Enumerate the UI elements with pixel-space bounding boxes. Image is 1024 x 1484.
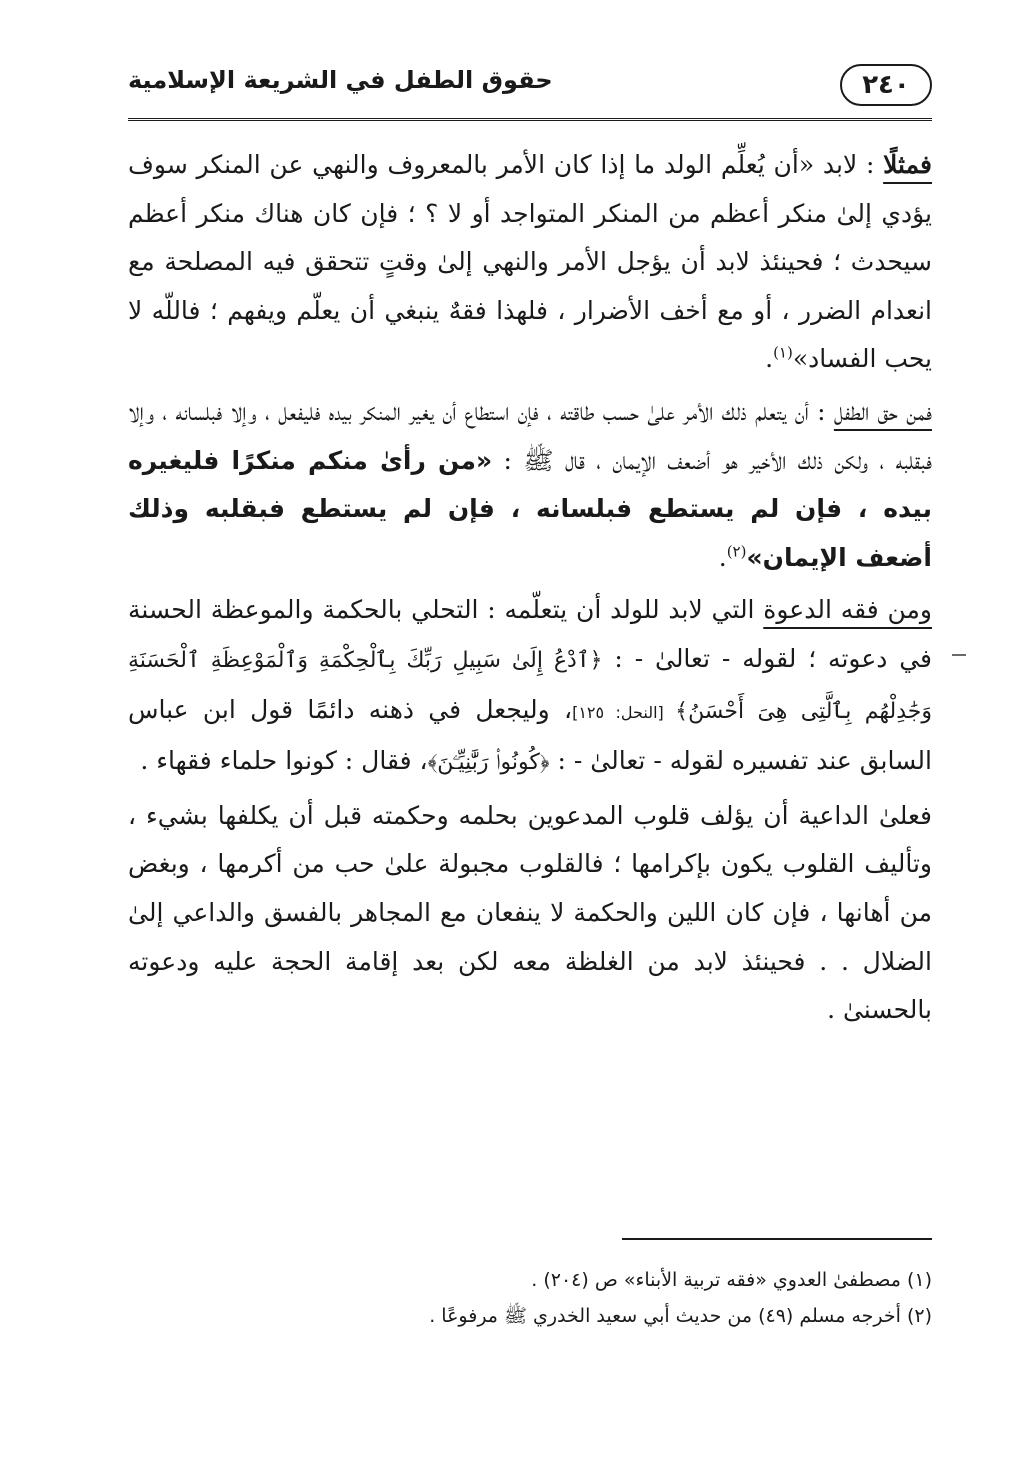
quran-verse-2: ﴿كُونُوا۟ رَبَّٰنِيِّـۧنَ﴾ [427,750,550,776]
paragraph-3-text-1: التي لابد للولد أن يتعلّمه : التحلي بالحكمة والموعظة الحسنة في دعوته ؛ لقوله - تعالىٰ - : [128,595,932,673]
footnote-2: (٢) أخرجه مسلم (٤٩) من حديث أبي سعيد الخدري ﷺ مرفوعًا . [429,1305,932,1327]
footnote-ref-1: (١) [773,344,793,363]
footnote-1: (١) مصطفىٰ العدوي «فقه تربية الأبناء» ص (٢٠٤) . [531,1269,932,1291]
paragraph-3-text-3: ، فقال : كونوا حلماء فقهاء . [140,746,428,776]
paragraph-3-lead: ومن فقه الدعوة [763,595,932,625]
paragraph-2 [128,388,932,582]
margin-mark [952,654,966,656]
paragraph-4 [128,792,932,1035]
book-page [128,60,932,1035]
paragraph-4-text: فعلىٰ الداعية أن يؤلف قلوب المدعوين بحلمه وحكمته قبل أن يكلفها بشيء ، وتأليف القلوب يكون بإكرامها ؛ فالقلوب مجبولة علىٰ حب من أكرمها ، وبغض من أهانها ، فإن كان اللين والحكمة لا ينفعان مع المجاهر بالفسق والداعي إلىٰ الضلال . . فحينئذ لابد من الغلظة معه لكن بعد إقامة الحجة عليه ودعوته بالحسنىٰ . [128,800,932,1025]
quran-verse-1: ﴿ٱدْعُ إِلَىٰ سَبِيلِ رَبِّكَ بِٱلْحِكْمَةِ وَٱلْمَوْعِظَةِ ٱلْحَسَنَةِ وَجَٰدِلْهُم بِٱلَّتِى هِىَ أَحْسَنُ﴾ [128,647,932,724]
paragraph-1-lead: فمثلًا [883,150,932,179]
footnotes [128,1262,932,1334]
running-title: حقوق الطفل في الشريعة الإسلامية [128,66,553,94]
quran-reference: [النحل: ١٢٥] [572,702,676,722]
page-header [128,60,932,121]
paragraph-1-text: : لابد «أن يُعلِّم الولد ما إذا كان الأمر بالمعروف والنهي عن المنكر سوف يؤدي إلىٰ منكر أعظم من المنكر المتواجد أو لا ؟ ؛ فإن كان هناك منكر أعظم سيحدث ؛ فحينئذ لابد أن يؤجل الأمر والنهي إلىٰ وقتٍ تتحقق فيه المصلحة مع انعدام الضرر ، أو مع أخف الأضرار ، فلهذا فقهٌ ينبغي أن يعلّم ويفهم ؛ فاللّه لا يحب الفساد» [128,150,932,374]
paragraph-2-text: : أن يتعلم ذلك الأمر علىٰ حسب طاقته ، فإن استطاع أن يغير المنكر بيده فليفعل ، وإلا فبلسانه ، وإلا فبقلبه ، ولكن ذلك الأخير هو أضعف الإيمان ، قال ﷺ : [128,396,933,475]
paragraph-2-lead: فمن حق الطفل [833,396,932,426]
paragraph-1-end: . [765,344,774,374]
paragraph-1 [128,141,932,384]
footnote-ref-2: (٢) [726,542,747,561]
hadith-quote: «من رأىٰ منكم منكرًا فليغيره بيده ، فإن لم يستطع فبلسانه ، فإن لم يستطع فبقلبه وذلك أضعف الإيمان» [128,445,932,572]
paragraph-3 [128,586,932,787]
paragraph-3-text-2: ، وليجعل في ذهنه دائمًا قول ابن عباس السابق عند تفسيره لقوله - تعالىٰ - : [128,694,932,776]
footnote-separator [622,1238,932,1240]
paragraph-2-end: . [718,542,727,572]
page-number: ٢٤٠ [840,64,932,106]
main-text [128,141,932,1035]
